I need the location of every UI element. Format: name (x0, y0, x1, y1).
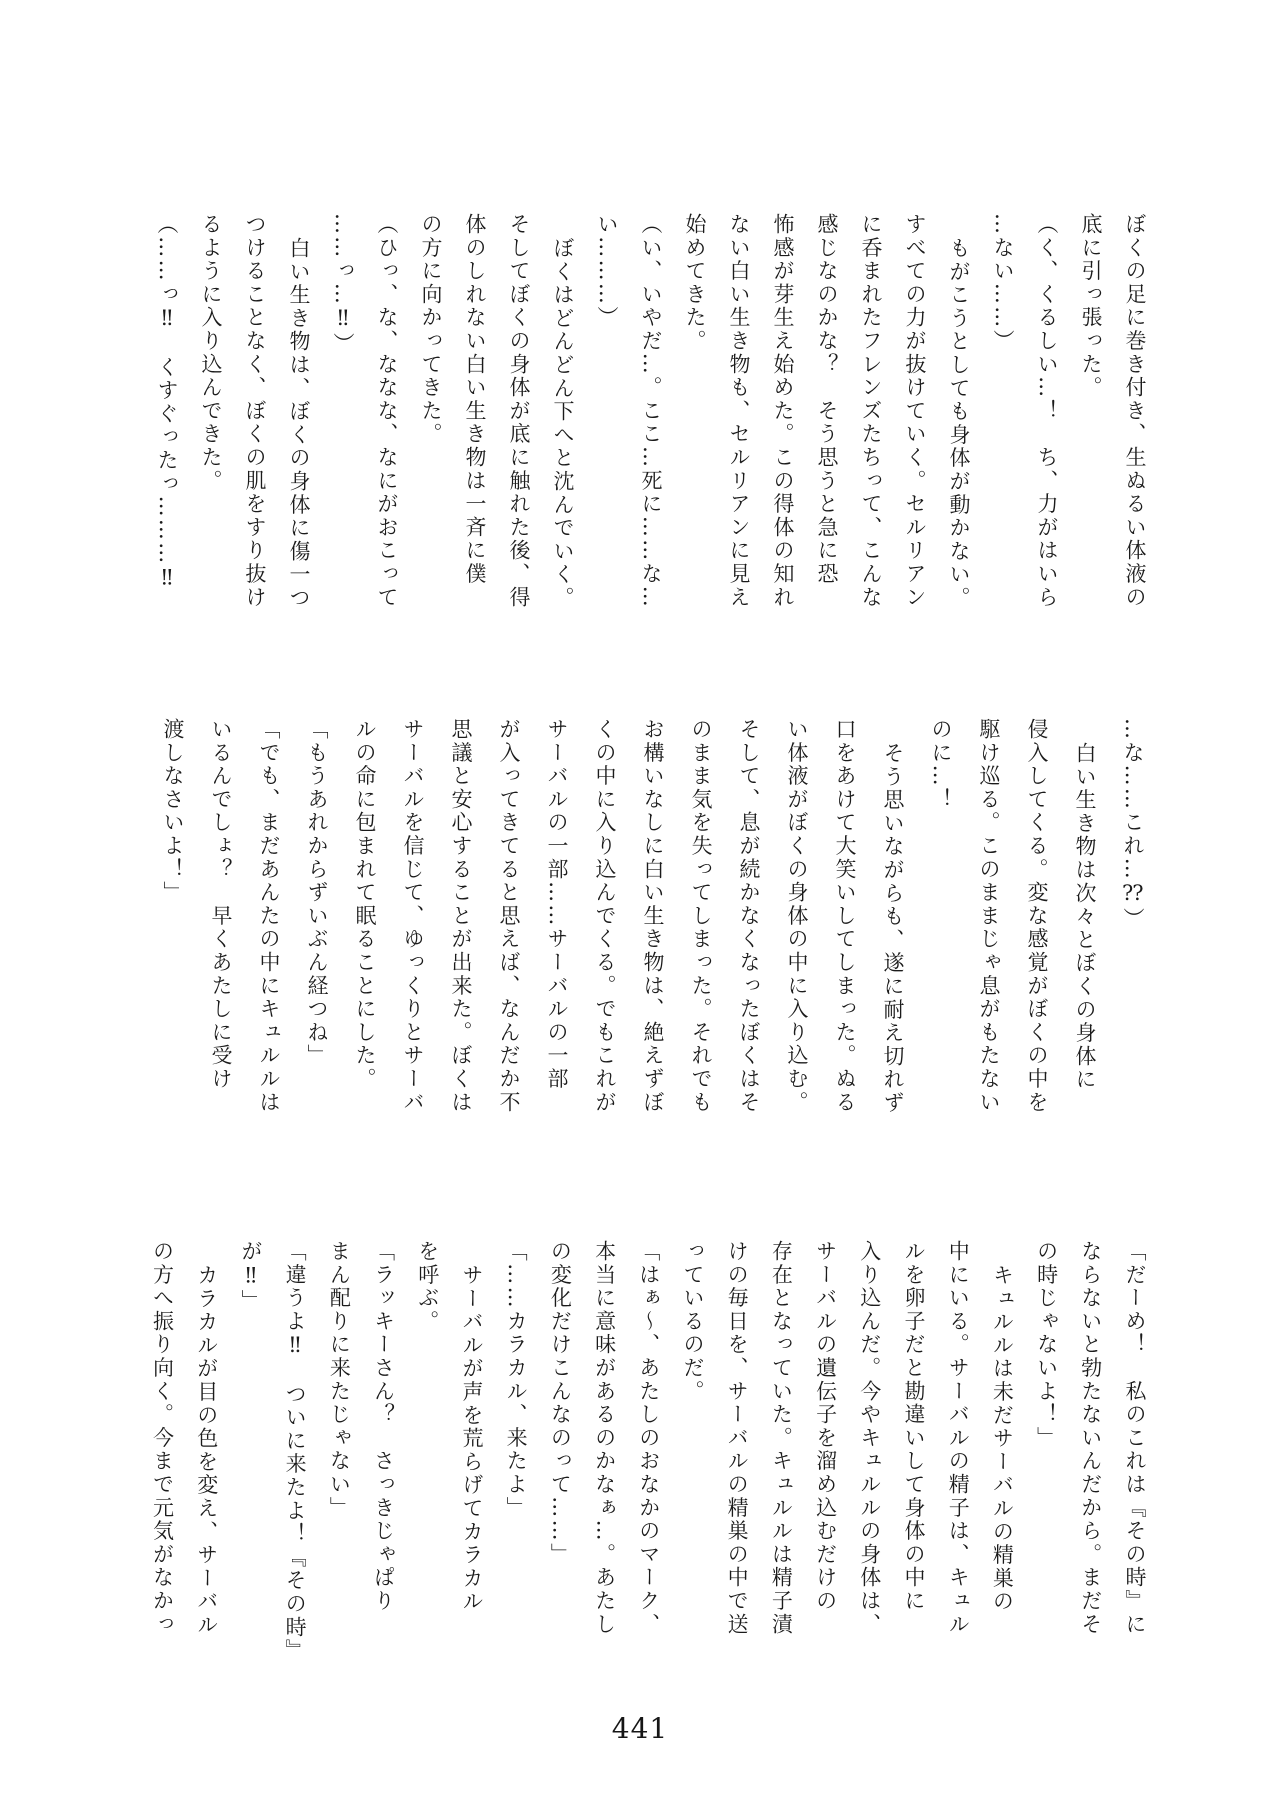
text-column: 渡しなさいよ！」 (161, 718, 185, 905)
text-column: っているのだ。 (680, 1240, 705, 1404)
text-column: 思議と安心することが出来た。ぼくは (449, 718, 473, 1115)
text-column: キュルルは未だサーバルの精巣の (990, 1263, 1015, 1613)
text-column: （く、くるしい…！ ち、力がはいら (1035, 213, 1059, 610)
text-column: サーバルが声を荒らげてカラカル (459, 1263, 484, 1613)
text-column: つけることなく、ぼくの肌をすり抜け (243, 213, 267, 610)
text-column: 「もうあれからずいぶん経つね」 (305, 718, 329, 1068)
page-number: 441 (611, 1712, 669, 1745)
text-column: い体液がぼくの身体の中に入り込む。 (785, 718, 809, 1115)
text-column: すべての力が抜けていく。セルリアン (903, 213, 927, 610)
text-column: 「ラッキーさん？ さっきじゃぱり (371, 1240, 396, 1613)
text-column: 白い生き物は、ぼくの身体に傷一つ (287, 236, 311, 610)
text-column: 中にいる。サーバルの精子は、キュル (946, 1240, 971, 1637)
text-column: （ひっ、な、ななな、なにがおこって (375, 213, 399, 610)
text-column: 「でも、まだあんたの中にキュルルは (257, 718, 281, 1115)
text-column: 存在となっていた。キュルルは精子漬 (769, 1240, 794, 1637)
text-column: の方へ振り向く。今まで元気がなかっ (150, 1240, 175, 1637)
text-column: （……っ‼ くすぐったっ………‼ (155, 213, 179, 592)
text-column: 怖感が芽生え始めた。この得体の知れ (771, 213, 795, 610)
text-column: けの毎日を、サーバルの精巣の中で送 (725, 1240, 750, 1637)
text-column: 入り込んだ。今やキュルルの身体は、 (857, 1240, 882, 1637)
text-column: （い、いやだ…。ここ…死に……な… (639, 213, 663, 610)
text-column: ない白い生き物も、セルリアンに見え (727, 213, 751, 610)
text-column: ルを卵子だと勘違いして身体の中に (901, 1240, 926, 1613)
text-column: サーバルの遺伝子を溜め込むだけの (813, 1240, 838, 1613)
text-column: …な……これ…⁇） (1121, 718, 1145, 931)
text-column: い………） (595, 213, 619, 330)
text-column: そう思いながらも、遂に耐え切れず (881, 741, 905, 1115)
text-column: サーバルの一部……サーバルの一部 (545, 718, 569, 1091)
text-column: カラカルが目の色を変え、サーバル (194, 1263, 219, 1637)
text-column: 体のしれない白い生き物は一斉に僕 (463, 213, 487, 586)
text-column: 侵入してくる。変な感覚がぼくの中を (1025, 718, 1049, 1115)
text-column: 底に引っ張った。 (1079, 213, 1103, 400)
text-column: 白い生き物は次々とぼくの身体に (1073, 741, 1097, 1091)
text-column: そして、息が続かなくなったぼくはそ (737, 718, 761, 1115)
text-column: の方に向かってきた。 (419, 213, 443, 446)
text-column: の時じゃないよ！」 (1034, 1240, 1059, 1450)
text-column: 「だーめ！ 私のこれは『その時』に (1123, 1240, 1147, 1637)
text-column: 始めてきた。 (683, 213, 707, 353)
text-column: 「……カラカル、来たよ」 (504, 1240, 529, 1520)
text-column: 本当に意味があるのかなぁ…。あたし (592, 1240, 617, 1637)
text-band-middle (149, 718, 1157, 1118)
text-column: ならないと勃たないんだから。まだそ (1078, 1240, 1103, 1637)
text-band-top (145, 213, 1157, 613)
text-column: お構いなしに白い生き物は、絶えずぼ (641, 718, 665, 1115)
text-column: 口をあけて大笑いしてしまった。ぬる (833, 718, 857, 1115)
text-column: サーバルを信じて、ゆっくりとサーバ (401, 718, 425, 1115)
text-band-bottom (140, 1240, 1157, 1663)
text-column: 駆け巡る。このままじゃ息がもたない (977, 718, 1001, 1115)
text-column: くの中に入り込んでくる。でもこれが (593, 718, 617, 1115)
text-column: が‼」 (238, 1240, 263, 1313)
text-column: のに…！ (929, 718, 953, 812)
text-column: に呑まれたフレンズたちって、こんな (859, 213, 883, 610)
text-column: るように入り込んできた。 (199, 213, 223, 493)
text-column: ぼくの足に巻き付き、生ぬるい体液の (1123, 213, 1147, 610)
text-column: いるんでしょ？ 早くあたしに受け (209, 718, 233, 1091)
text-column: ルの命に包まれて眠ることにした。 (353, 718, 377, 1091)
text-column: ぼくはどんどん下へと沈んでいく。 (551, 236, 575, 610)
text-column: まん配りに来たじゃない」 (327, 1240, 352, 1520)
text-column: そしてぼくの身体が底に触れた後、得 (507, 213, 531, 610)
text-column: の変化だけこんなのって……」 (548, 1240, 573, 1567)
text-column: を呼ぶ。 (415, 1240, 440, 1334)
text-column: 感じなのかな？ そう思うと急に恐 (815, 213, 839, 586)
text-column: 「はぁ〜、あたしのおなかのマーク、 (636, 1240, 661, 1637)
text-column: 「違うよ‼ ついに来たよ！『その時』 (283, 1240, 308, 1663)
text-column: もがこうとしても身体が動かない。 (947, 236, 971, 610)
text-column: …ない……） (991, 213, 1015, 353)
text-column: が入ってきてると思えば、なんだか不 (497, 718, 521, 1115)
text-column: のまま気を失ってしまった。それでも (689, 718, 713, 1115)
text-column: ……っ…‼） (331, 213, 355, 356)
